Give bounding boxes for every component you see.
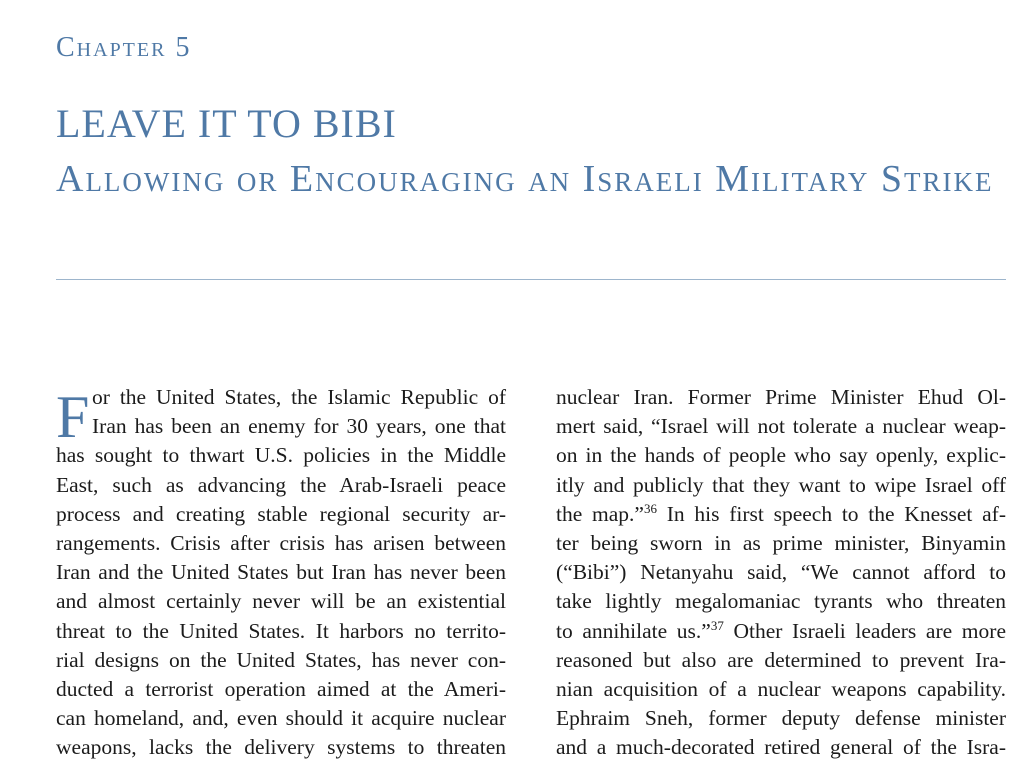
text-line: can homeland, and, even should it acquire nuclear — [56, 706, 506, 731]
text-line — [556, 617, 1006, 646]
text-line: rangements. Crisis after crisis has arisen between — [56, 530, 506, 555]
text-line: threat to the United States. It harbors no territo- — [56, 618, 506, 643]
text-fragment: In his first speech to the Knesset af- — [656, 501, 1006, 526]
text-line: ter being sworn in as prime minister, Binyamin — [556, 530, 1006, 555]
text-line: or the United States, the Islamic Republic of — [92, 385, 506, 409]
text-fragment: to annihilate us.” — [556, 618, 711, 643]
text-line: and a much-decorated retired general of the Isra- — [556, 735, 1006, 760]
text-line: ducted a terrorist operation aimed at the Ameri- — [56, 676, 506, 701]
text-line: mert said, “Israel will not tolerate a nuclear weap- — [556, 414, 1006, 439]
text-line — [556, 500, 1006, 529]
text-line: process and creating stable regional security ar- — [56, 501, 506, 526]
text-line: nian acquisition of a nuclear weapons capability. — [556, 676, 1006, 701]
chapter-label: Chapter 5 — [56, 32, 192, 63]
text-line: nuclear Iran. Former Prime Minister Ehud Ol- — [556, 385, 1006, 409]
chapter-subtitle: Allowing or Encouraging an Israeli Military Strike — [56, 158, 994, 200]
text-line: and almost certainly never will be an existential — [56, 589, 506, 614]
text-line: Ephraim Sneh, former deputy defense minister — [556, 706, 1006, 731]
text-line: weapons, lacks the delivery systems to threaten — [56, 735, 506, 760]
text-fragment: Other Israeli leaders are more — [723, 618, 1006, 643]
text-line: take lightly megalomaniac tyrants who threaten — [556, 589, 1006, 614]
chapter-title: LEAVE IT TO BIBI — [56, 101, 397, 146]
drop-cap: F — [56, 384, 90, 450]
text-fragment: the map.” — [556, 501, 644, 526]
text-line: Iran and the United States but Iran has never been — [56, 560, 506, 585]
text-line: Iran has been an enemy for 30 years, one that — [92, 414, 506, 439]
text-line: reasoned but also are determined to prevent Ira- — [556, 647, 1006, 672]
footnote-ref-36[interactable]: 36 — [643, 500, 657, 516]
text-line: (“Bibi”) Netanyahu said, “We cannot afford to — [556, 560, 1006, 585]
text-line: East, such as advancing the Arab-Israeli peace — [56, 472, 506, 497]
text-line: itly and publicly that they want to wipe Israel off — [556, 472, 1006, 497]
right-column — [556, 383, 1006, 762]
left-column — [56, 383, 506, 762]
text-line: on in the hands of people who say openly, explic- — [556, 443, 1006, 468]
footnote-ref-37[interactable]: 37 — [710, 617, 724, 633]
text-line: rial designs on the United States, has never con- — [56, 647, 506, 672]
title-divider — [56, 279, 1006, 280]
text-line: has sought to thwart U.S. policies in the Middle — [56, 443, 506, 468]
